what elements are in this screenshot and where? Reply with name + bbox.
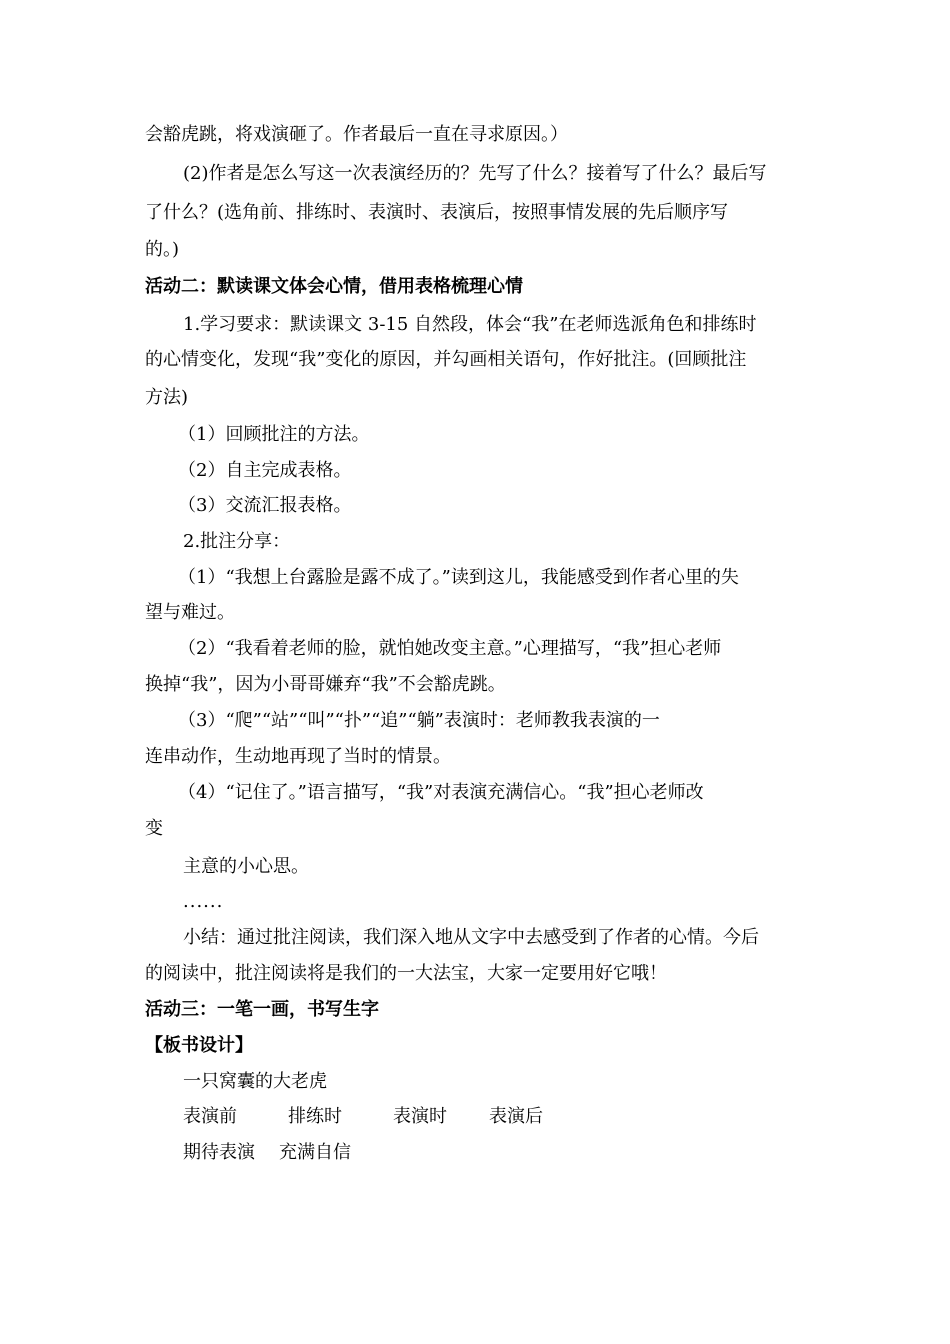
board-stage: 排练时 [288,1106,342,1127]
paragraph-line: 会豁虎跳，将戏演砸了。作者最后一直在寻求原因。） [145,124,568,145]
paragraph-line: 2.批注分享： [183,531,291,552]
section-heading-activity-3: 活动三：一笔一画，书写生字 [145,999,379,1020]
paragraph-line: 方法) [145,387,189,408]
paragraph-line: 连串动作，生动地再现了当时的情景。 [145,746,451,767]
section-heading-activity-2: 活动二：默读课文体会心情，借用表格梳理心情 [145,276,523,297]
list-item: （1）回顾批注的方法。 [178,424,370,445]
board-stage: 表演后 [489,1106,543,1127]
paragraph-line: 的心情变化，发现“我”变化的原因，并勾画相关语句，作好批注。(回顾批注 [145,349,747,370]
board-stage: 表演时 [393,1106,447,1127]
list-item: （2）自主完成表格。 [178,460,352,481]
board-feeling: 期待表演 [183,1142,255,1163]
section-heading-board-design: 【板书设计】 [145,1035,253,1056]
paragraph-line: （2）“我看着老师的脸，就怕她改变主意。”心理描写，“我”担心老师 [178,638,722,659]
paragraph-line: （3）“爬”“站”“叫”“扑”“追”“躺”表演时：老师教我表演的一 [178,710,660,731]
paragraph-line: 变 [145,818,163,839]
paragraph-line: （1）“我想上台露脸是露不成了。”读到这儿，我能感受到作者心里的失 [178,567,739,588]
paragraph-line: 的。) [145,239,180,260]
ellipsis: ...... [183,891,224,912]
paragraph-line: (2)作者是怎么写这一次表演经历的？先写了什么？接着写了什么？最后写 [183,163,767,184]
paragraph-line: 的阅读中，批注阅读将是我们的一大法宝，大家一定要用好它哦！ [145,963,667,984]
paragraph-line: （4）“记住了。”语言描写，“我”对表演充满信心。“我”担心老师改 [178,782,704,803]
board-stage: 表演前 [183,1106,237,1127]
list-item: （3）交流汇报表格。 [178,495,352,516]
paragraph-line: 望与难过。 [145,602,235,623]
paragraph-line: 1.学习要求：默读课文 3-15 自然段，体会“我”在老师选派角色和排练时 [183,314,757,335]
paragraph-line: 主意的小心思。 [183,856,309,877]
paragraph-line: 小结：通过批注阅读，我们深入地从文字中去感受到了作者的心情。今后 [183,927,759,948]
board-title: 一只窝囊的大老虎 [183,1071,327,1092]
paragraph-line: 换掉“我”，因为小哥哥嫌弃“我”不会豁虎跳。 [145,674,506,695]
board-feeling: 充满自信 [279,1142,351,1163]
paragraph-line: 了什么？(选角前、排练时、表演时、表演后，按照事情发展的先后顺序写 [145,202,729,223]
